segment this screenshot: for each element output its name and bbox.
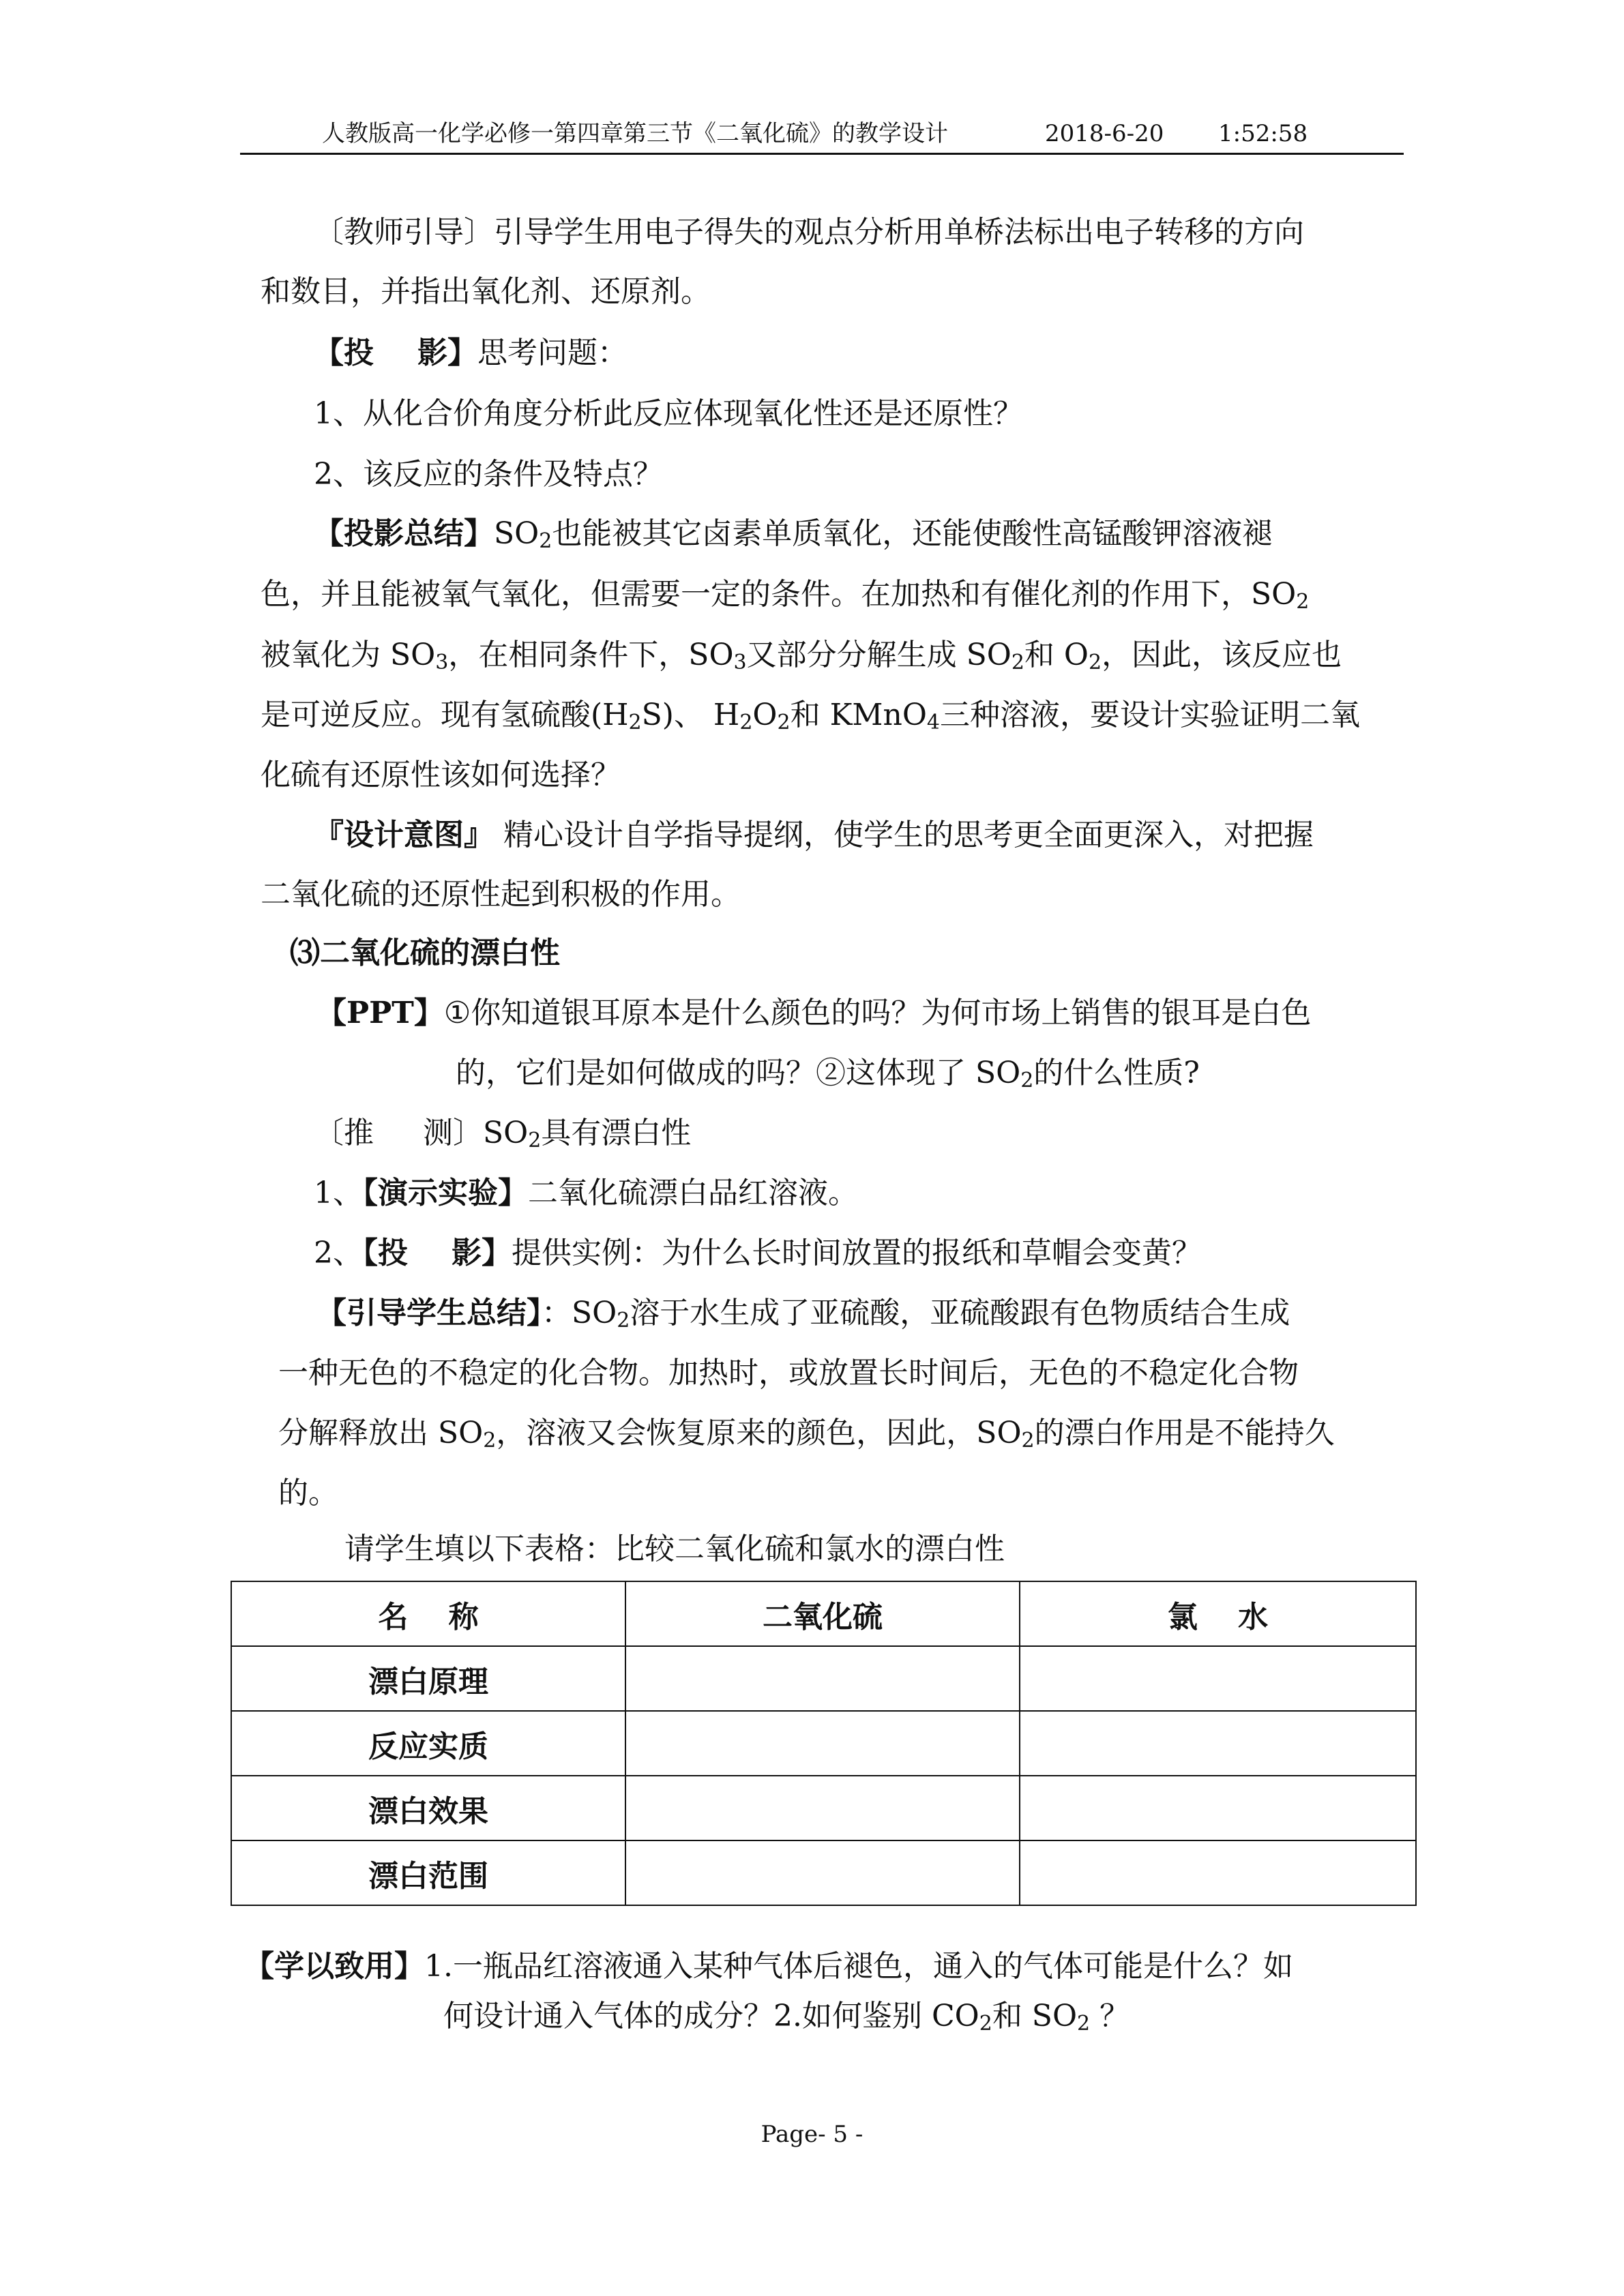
table-header-cell: 氯 水	[1020, 1581, 1416, 1646]
table-blank-cell[interactable]	[625, 1711, 1020, 1776]
section-3-heading: ⑶二氧化硫的漂白性	[290, 936, 560, 970]
intent-line-2: 二氧化硫的还原性起到积极的作用。	[261, 877, 741, 912]
guide-summary-line-2: 一种无色的不稳定的化合物。加热时，或放置长时间后，无色的不稳定化合物	[278, 1356, 1299, 1390]
table-row	[231, 1646, 1416, 1711]
summary-line-4: 是可逆反应。现有氢硫酸$(H_2S)$、 $H_2O_2$和 KMnO$_4$三种溶液，要设计实验证明二氧	[261, 698, 1360, 734]
header-time: 1:52:58	[1218, 120, 1308, 147]
table-row-label: 漂白原理	[231, 1646, 625, 1711]
comparison-table	[231, 1581, 1417, 1906]
table-blank-cell[interactable]	[625, 1840, 1020, 1905]
inference-line: 〔推 测〕$SO_2$具有漂白性	[314, 1116, 692, 1152]
demo-experiment-line: 1、【演示实验】二氧化硫漂白品红溶液。	[314, 1176, 858, 1210]
question-1: 1、从化合价角度分析此反应体现氧化性还是还原性？	[314, 396, 1023, 431]
summary-line-2: 色，并且能被氧气氧化，但需要一定的条件。在加热和有催化剂的作用下，$SO_2$	[261, 577, 1310, 614]
page-header	[240, 115, 1404, 155]
ppt-line-2: 的，它们是如何做成的吗？②这体现了 $SO_2$的什么性质?	[456, 1056, 1200, 1092]
page-number: Page- 5 -	[761, 2121, 863, 2148]
summary-line-3: 被氧化为 $SO_3$，在相同条件下，$SO_3$又部分分解生成 $SO_2$和 $O_2$，因此，该反应也	[261, 638, 1342, 674]
table-blank-cell[interactable]	[625, 1776, 1020, 1840]
table-row-label: 漂白效果	[231, 1776, 625, 1840]
table-row	[231, 1711, 1416, 1776]
summary-line-5: 化硫有还原性该如何选择？	[261, 758, 621, 792]
projection-question-heading: 【投 影】思考问题：	[314, 336, 628, 370]
table-intro: 请学生填以下表格：比较二氧化硫和氯水的漂白性	[344, 1532, 1005, 1566]
guide-summary-line-4: 的。	[278, 1476, 338, 1510]
table-blank-cell[interactable]	[1020, 1711, 1416, 1776]
table-blank-cell[interactable]	[1020, 1776, 1416, 1840]
table-header-cell: 二氧化硫	[625, 1581, 1020, 1646]
teacher-guide-line-2: 和数目，并指出氧化剂、还原剂。	[261, 274, 711, 309]
projection-example-line: 2、【投 影】提供实例：为什么长时间放置的报纸和草帽会变黄？	[314, 1236, 1202, 1270]
summary-line-1: 【投影总结】$SO_2$也能被其它卤素单质氧化，还能使酸性高锰酸钾溶液褪	[314, 516, 1273, 553]
table-blank-cell[interactable]	[1020, 1646, 1416, 1711]
table-header-cell: 名 称	[231, 1581, 625, 1646]
question-2: 2、该反应的条件及特点？	[314, 457, 663, 492]
table-header-row	[231, 1581, 1416, 1646]
header-title: 人教版高一化学必修一第四章第三节《二氧化硫》的教学设计	[322, 120, 948, 147]
teacher-guide-line-1: 〔教师引导〕引导学生用电子得失的观点分析用单桥法标出电子转移的方向	[314, 215, 1304, 250]
header-date: 2018-6-20	[1045, 120, 1164, 147]
table-blank-cell[interactable]	[1020, 1840, 1416, 1905]
apply-line-1: 【学以致用】1.一瓶品红溶液通入某种气体后褪色，通入的气体可能是什么？如	[244, 1949, 1293, 1984]
ppt-line-1: 【PPT】①你知道银耳原本是什么颜色的吗？为何市场上销售的银耳是白色	[316, 996, 1312, 1030]
table-blank-cell[interactable]	[625, 1646, 1020, 1711]
guide-summary-line-1: 【引导学生总结】：$SO_2$溶于水生成了亚硫酸，亚硫酸跟有色物质结合生成	[316, 1296, 1290, 1332]
apply-line-2: 何设计通入气体的成分？2.如何鉴别 $CO_2$和 $SO_2$ ？	[443, 1999, 1130, 2036]
intent-line-1: 『设计意图』 精心设计自学指导提纲，使学生的思考更全面更深入，对把握	[314, 818, 1314, 852]
table-row-label: 漂白范围	[231, 1840, 625, 1905]
table-row-label: 反应实质	[231, 1711, 625, 1776]
table-row	[231, 1776, 1416, 1840]
guide-summary-line-3: 分解释放出 $SO_2$，溶液又会恢复原来的颜色，因此，$SO_2$的漂白作用是不能持久	[278, 1416, 1335, 1452]
table-row	[231, 1840, 1416, 1905]
